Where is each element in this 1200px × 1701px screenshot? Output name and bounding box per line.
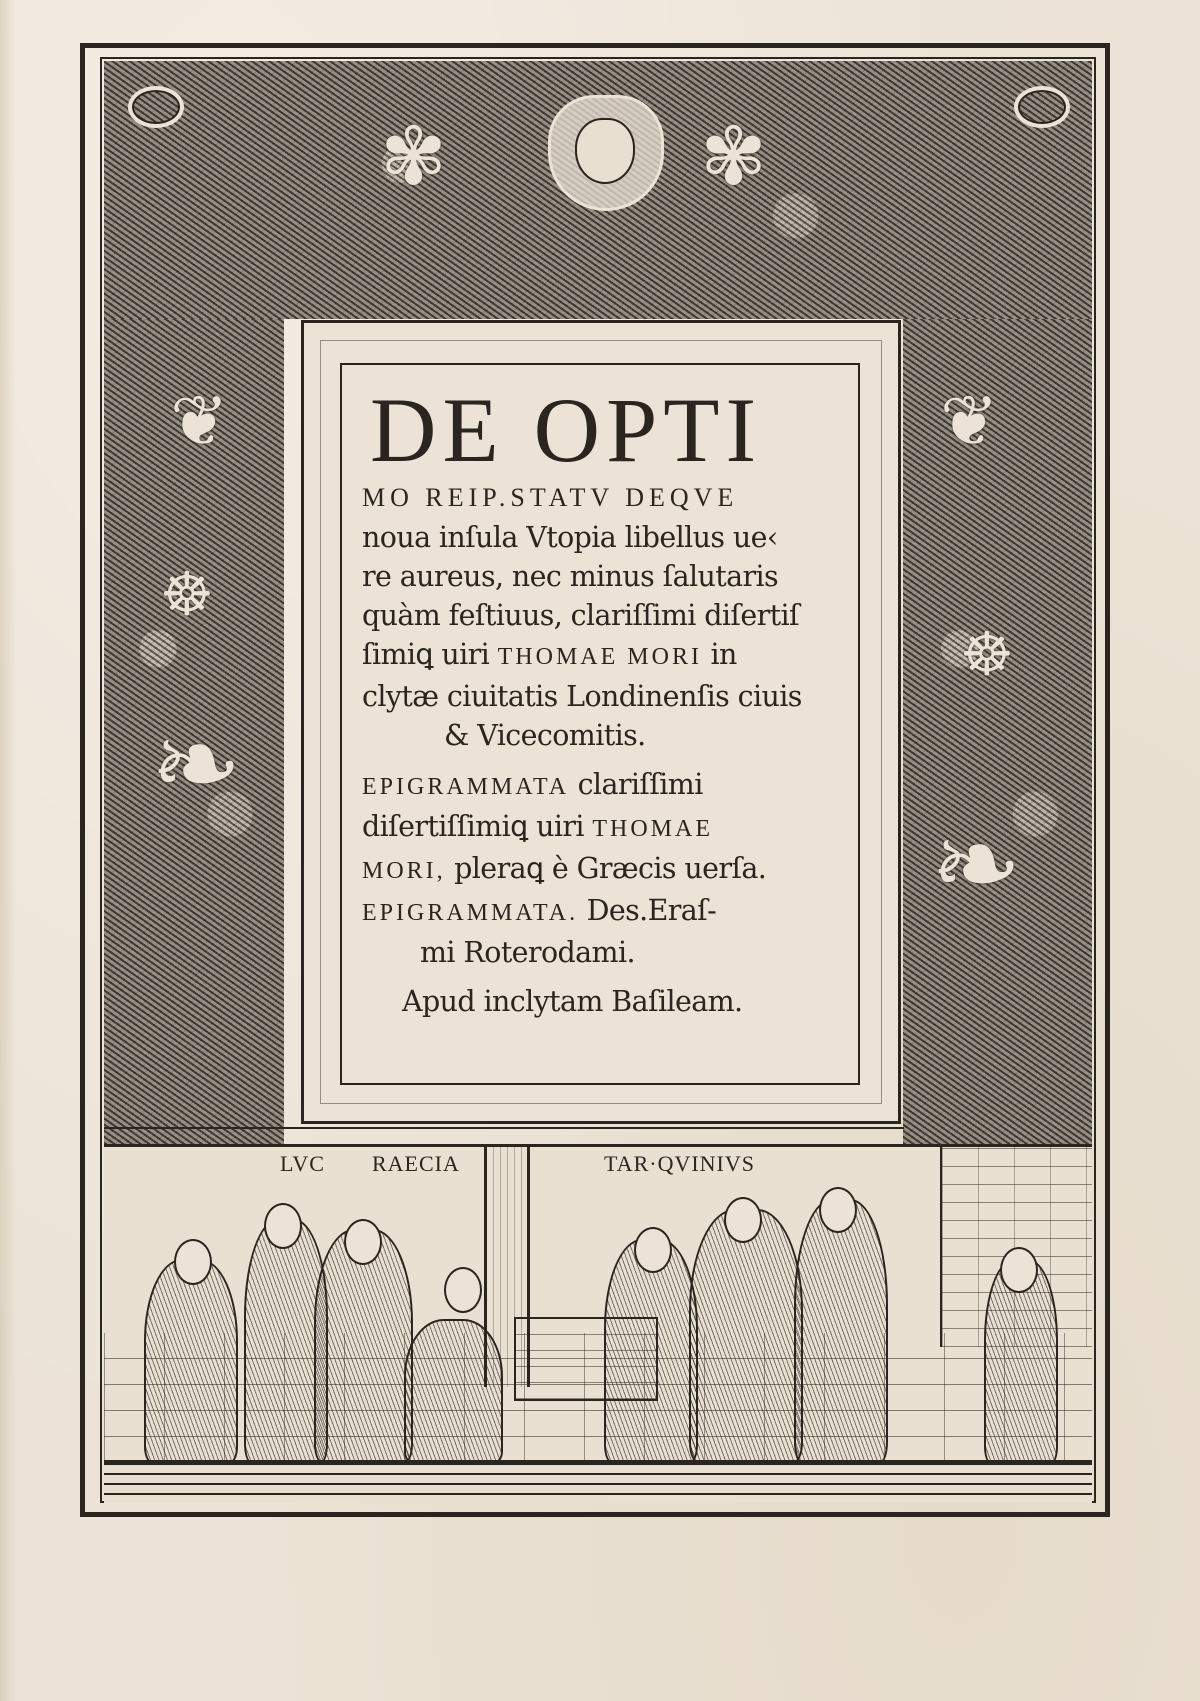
epigrams-text: pleraꝗ è Græcis uerſa. [454,852,767,885]
acanthus-leaf-icon: ❧ [930,800,1023,928]
scene-label-tarquinius: TAR·QVINIVS [604,1151,756,1176]
imprint-line: Apud inclytam Baſileam. [402,985,743,1018]
title-line: quàm feſtiuus, clariſſimi diſertiſ [362,599,799,632]
epigrams-text: Des.Eraſ- [586,894,717,927]
epigrams-label: EPIGRAMMATA. [362,900,579,926]
title-text-block [362,379,852,1021]
head-icon [344,1219,382,1265]
title-line: & Vicecomitis. [444,719,646,752]
epigrams-text: clariſſimi [577,768,703,801]
title-line: noua inſula Vtopia libellus ue‹ [362,521,778,554]
author-name: THOMAE [592,816,714,842]
epigrams-label: EPIGRAMMATA [362,774,570,800]
figure-tarquinius-icon [689,1209,803,1463]
head-icon [174,1239,212,1285]
subtitle-caps-line: MO REIP.STATV DEQVE [362,483,739,512]
head-icon [819,1187,857,1233]
page-edge-shadow [0,0,16,1701]
scene-base-rule [104,1460,1092,1503]
title-line-text: ſimiꝗ uiri [362,638,490,671]
scene-label-raecia: RAECIA [372,1151,460,1176]
medallion-ornament-right [1014,86,1070,128]
title-line-author [362,635,852,677]
bird-ornament-icon: ❦ [940,380,999,462]
main-title: DE OPTI [370,379,763,481]
title-line-text: in [710,638,737,671]
woodcut-scene-lucretia [104,1147,1092,1503]
title-line: re aureus, nec minus ſalutaris [362,560,779,593]
figure-man-icon [794,1199,888,1463]
head-icon [724,1197,762,1243]
head-icon [634,1227,672,1273]
epigrams-more-line [362,807,852,849]
author-name: THOMAE MORI [497,644,702,670]
crowned-face-icon [575,118,635,184]
medallion-ornament-left [128,86,184,128]
title-line: clytæ ciuitatis Londinenſis ciuis [362,680,802,713]
epigrams-erasmus-line [362,891,852,933]
scene-label-luc: LVC [280,1151,325,1176]
putto-figure-icon: ✾ [700,110,768,203]
head-icon [1000,1247,1038,1293]
epigrams-erasmus-line: mi Roterodami. [420,936,635,969]
mask-ornament-icon: ☸ [960,620,1014,690]
epigrams-more-line [362,765,852,807]
epigrams-more-line [362,849,852,891]
bird-ornament-icon: ❦ [170,380,229,462]
figure-kneeling-woman-icon [404,1319,503,1463]
head-icon [444,1267,482,1313]
putto-figure-icon: ✾ [380,110,448,203]
figure-woman-icon [144,1259,238,1463]
head-icon [264,1203,302,1249]
epigrams-text: diſertiſſimiꝗ uiri [362,810,584,843]
mask-ornament-icon: ☸ [160,560,214,630]
author-name: MORI, [362,858,446,884]
scene-separator-rule [104,1127,904,1129]
acanthus-leaf-icon: ❧ [150,700,243,828]
